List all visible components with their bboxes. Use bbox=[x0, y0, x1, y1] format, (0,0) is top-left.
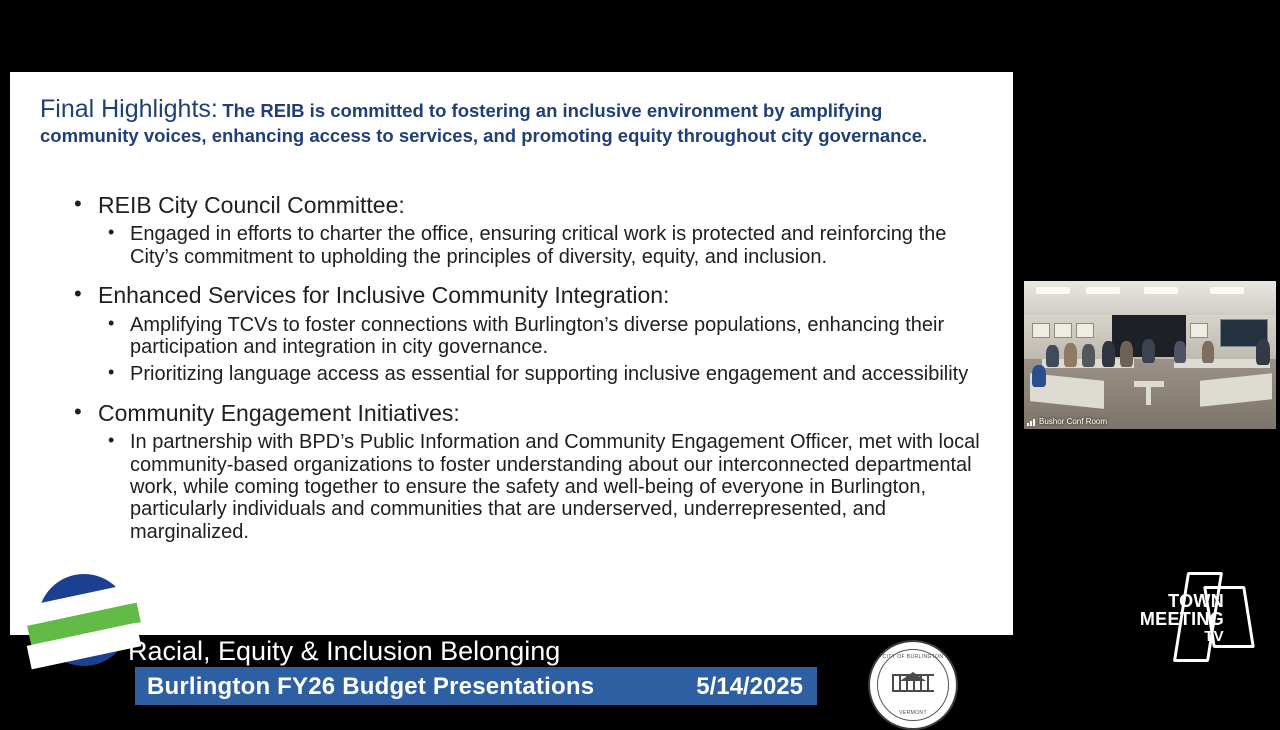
bullet-level1: • REIB City Council Committee: bbox=[40, 192, 990, 218]
wall-picture-frame bbox=[1054, 323, 1072, 338]
person bbox=[1256, 339, 1270, 365]
person bbox=[1032, 365, 1046, 387]
ceiling-light bbox=[1086, 287, 1120, 294]
person bbox=[1120, 341, 1133, 367]
slide-banner bbox=[135, 667, 817, 705]
wall-picture-frame bbox=[1076, 323, 1094, 338]
wall-picture-frame bbox=[1190, 323, 1208, 338]
conference-room-video-thumbnail[interactable] bbox=[1024, 281, 1276, 429]
bullet-level2: • Engaged in efforts to charter the office, ensuring critical work is protected and reinforcing the City’s commitment to upholding the principles of diversity, equity, and inclusion. bbox=[40, 223, 990, 268]
city-seal-icon bbox=[868, 640, 958, 730]
person bbox=[1064, 343, 1077, 367]
slide-title-lead: Final Highlights: bbox=[40, 95, 218, 123]
table-leg bbox=[1146, 385, 1151, 405]
signal-strength-icon bbox=[1027, 417, 1037, 426]
person bbox=[1082, 344, 1095, 367]
bullet-level1: • Community Engagement Initiatives: bbox=[40, 400, 990, 426]
ceiling-light bbox=[1144, 287, 1178, 294]
person bbox=[1046, 345, 1059, 367]
ceiling-light bbox=[1210, 287, 1244, 294]
slide-title bbox=[40, 94, 985, 147]
person bbox=[1102, 341, 1115, 367]
seal-top-text: CITY OF BURLINGTON bbox=[882, 654, 944, 660]
seal-building-icon bbox=[892, 672, 934, 698]
tmtv-wordmark bbox=[1128, 592, 1224, 644]
bullet-level2: • In partnership with BPD’s Public Information and Community Engagement Officer, met with local community-based organizations to foster understanding about our interconnected departmental work, while coming together to ensure the safety and well-being of everyone in Burlington, particularly individuals and communities that are underserved, underrepresented, and marginalized. bbox=[40, 431, 990, 543]
bullet-level2: • Amplifying TCVs to foster connections with Burlington’s diverse populations, enhancing their participation and integration in city governance. bbox=[40, 314, 990, 359]
person bbox=[1142, 339, 1155, 363]
ceiling-light bbox=[1036, 287, 1070, 294]
banner-date: 5/14/2025 bbox=[696, 673, 803, 700]
slide-bullet-list bbox=[40, 184, 990, 543]
person bbox=[1202, 341, 1214, 363]
wall-picture-frame bbox=[1032, 323, 1050, 338]
town-meeting-tv-logo bbox=[1128, 570, 1258, 660]
seal-bottom-text: VERMONT bbox=[899, 710, 927, 716]
slide-title-rest: The REIB is committed to fostering an inclusive environment by amplifying community voices, enhancing access to services, and promoting equity throughout city governance. bbox=[40, 100, 928, 146]
bullet-level2: • Prioritizing language access as essential for supporting inclusive engagement and accessibility bbox=[40, 363, 990, 385]
tmtv-line3: TV bbox=[1204, 627, 1224, 645]
tmtv-line1: TOWN bbox=[1168, 591, 1224, 611]
video-room-label: Bushor Conf Room bbox=[1039, 417, 1108, 426]
banner-label: Burlington FY26 Budget Presentations bbox=[147, 673, 595, 700]
burlington-logo-icon bbox=[38, 574, 130, 666]
tmtv-line2: MEETING bbox=[1139, 609, 1224, 630]
bullet-level1: • Enhanced Services for Inclusive Community Integration: bbox=[40, 282, 990, 308]
program-subtitle: Racial, Equity & Inclusion Belonging bbox=[128, 636, 561, 666]
person bbox=[1174, 341, 1186, 363]
